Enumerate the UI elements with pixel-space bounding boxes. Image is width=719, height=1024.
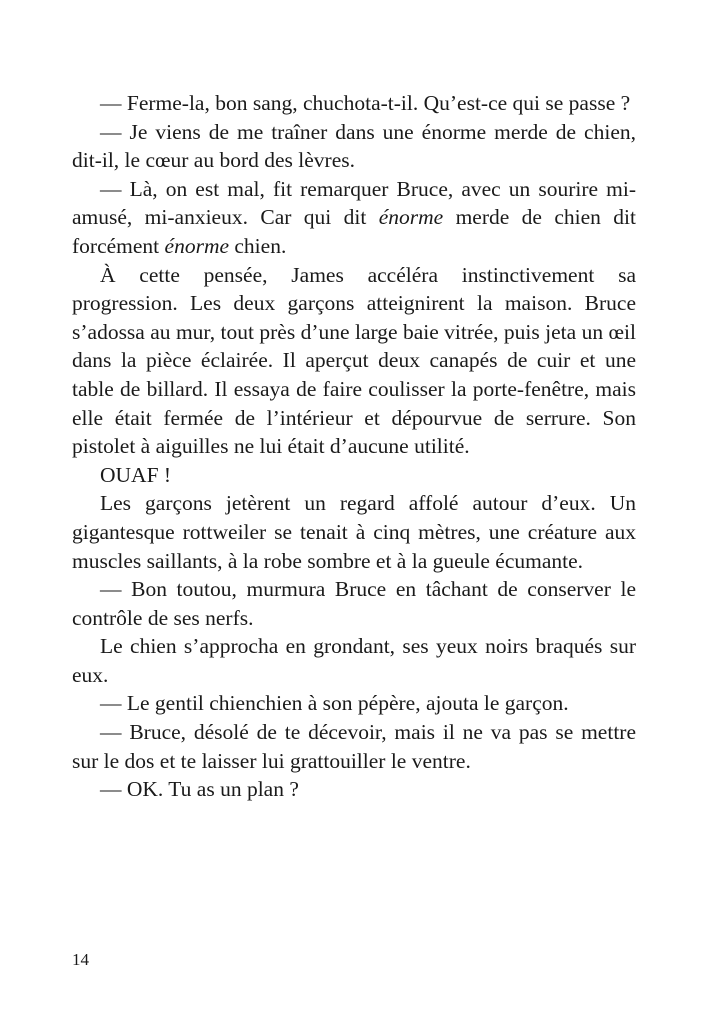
paragraph [72,261,636,461]
text-run: chien. [229,233,287,258]
paragraph [72,718,636,775]
paragraph [72,461,636,490]
paragraph [72,175,636,261]
text-run: — Ferme-la, bon sang, chuchota-t-il. Qu’est-ce qui se passe ? [100,91,631,115]
text-run: merde de chien dit forcément [72,205,636,258]
text-run: — Bon toutou, murmura Bruce en tâchant de conserver le contrôle de ses nerfs. [72,577,636,630]
text-run: — OK. Tu as un plan ? [100,777,299,802]
text-run: OUAF ! [100,462,172,487]
paragraph [72,575,636,632]
text-run: — Là, on est mal, fit remarquer Bruce, avec un sourire mi-amusé, mi-anxieux. Car qui dit [72,176,636,230]
paragraph [72,689,636,718]
text-run: Le chien s’approcha en grondant, ses yeux noirs braqués sur eux. [72,634,636,687]
paragraph [72,489,636,575]
text-run: — Le gentil chienchien à son pépère, ajouta le garçon. [100,691,569,716]
text-run: — Bruce, désolé de te décevoir, mais il ne va pas se mettre sur le dos et te laisser lui grattouiller le ventre. [72,720,636,773]
text-run: Les garçons jetèrent un regard affolé autour d’eux. Un gigantesque rottweiler se tenait à cinq mètres, une créature aux muscles saillants, à la robe sombre et à la gueule écumante. [72,491,636,573]
paragraph [72,89,636,118]
paragraph [72,118,636,175]
body-text [72,89,636,804]
text-run: — Je viens de me traîner dans une énorme merde de chien, dit-il, le cœur au bord des lèvres. [72,119,636,173]
paragraph [72,632,636,689]
page-number: 14 [72,950,89,969]
text-run: À cette pensée, James accéléra instinctivement sa progression. Les deux garçons atteignirent la maison. Bruce s’adossa au mur, tout près d’une large baie vitrée, puis jeta un œil dans la pièce éclairée. Il aperçut deux canapés de cuir et une table de billard. Il essaya de faire coulisser la porte-fenêtre, mais elle était fermée de l’intérieur et dépourvue de serrure. Son pistolet à aiguilles ne lui était d’aucune utilité. [72,262,636,459]
italic-text: énorme [378,205,444,230]
paragraph [72,775,636,804]
italic-text: énorme [164,233,230,258]
